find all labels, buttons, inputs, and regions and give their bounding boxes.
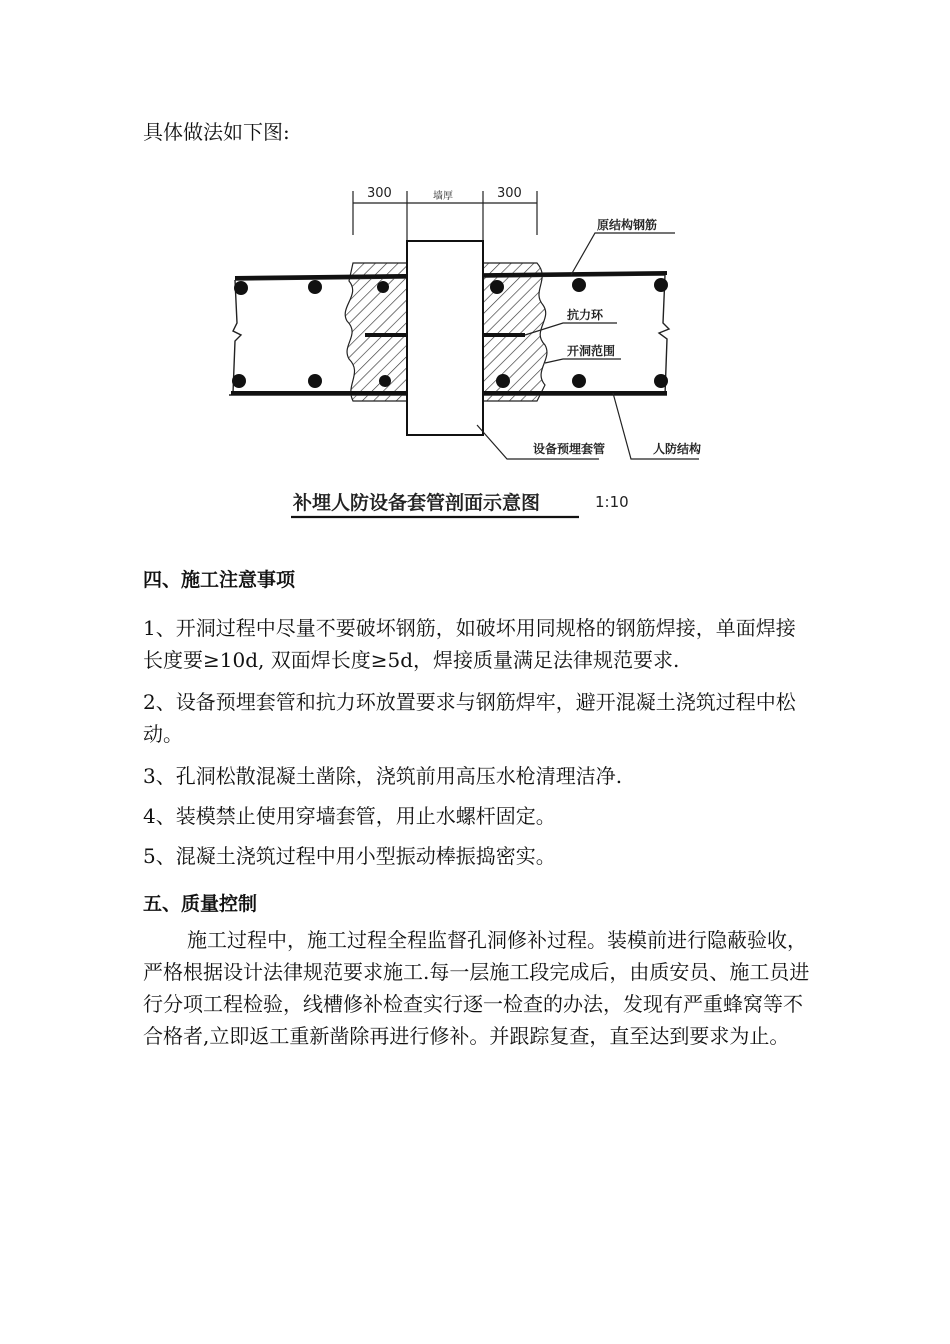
figure-scale: 1:10 <box>595 493 629 511</box>
section4-title: 四、施工注意事项 <box>143 569 296 591</box>
section5-body <box>143 924 813 1052</box>
section4-item-3: 3、孔洞松散混凝土凿除，浇筑前用高压水枪清理洁净. <box>143 764 623 788</box>
section5-body-text: 施工过程中，施工过程全程监督孔洞修补过程。装模前进行隐蔽验收，严格根据设计法律规范要求施工.每一层施工段完成后，由质安员、施工员进行分项工程检验，线槽修补检查实行逐一检查的办法，发现有严重蜂窝等不合格者,立即返工重新凿除再进行修补。并跟踪复查，直至达到要求为止。 <box>143 928 810 1048</box>
section4-item-2: 2、设备预埋套管和抗力环放置要求与钢筋焊牢，避开混凝土浇筑过程中松动。 <box>143 690 796 746</box>
label-sleeve: 设备预埋套管 <box>533 442 606 456</box>
section4-item-4: 4、装模禁止使用穿墙套管，用止水螺杆固定。 <box>143 804 556 828</box>
section5-title: 五、质量控制 <box>143 893 258 915</box>
label-structure: 人防结构 <box>653 442 702 456</box>
label-rebar: 原结构钢筋 <box>597 218 658 232</box>
dim-right-label: 300 <box>497 186 522 201</box>
section4-item-1: 1、开洞过程中尽量不要破坏钢筋，如破坏用同规格的钢筋焊接，单面焊接长度要≥10d, 双面焊长度≥5d，焊接质量满足法律规范要求. <box>143 616 796 672</box>
dim-left-label: 300 <box>367 186 392 201</box>
figure-caption: 补埋人防设备套管剖面示意图 <box>293 492 541 514</box>
label-ring: 抗力环 <box>567 308 604 322</box>
intro-text: 具体做法如下图: <box>143 120 290 144</box>
dim-wall-label: 墙厚 <box>433 191 453 202</box>
sleeve-section-diagram <box>215 163 735 525</box>
section4-item-5: 5、混凝土浇筑过程中用小型振动棒振捣密实。 <box>143 844 556 868</box>
opening-zone-left <box>345 263 407 401</box>
embedded-sleeve <box>407 241 483 435</box>
label-opening: 开洞范围 <box>567 344 616 358</box>
